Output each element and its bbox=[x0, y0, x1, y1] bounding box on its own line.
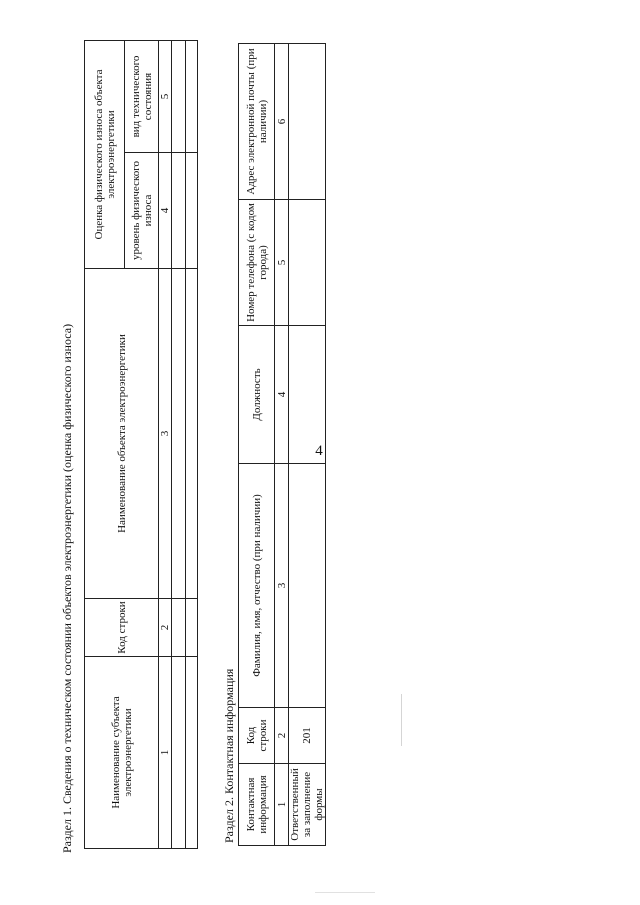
header-row-code: Код строки bbox=[239, 708, 275, 764]
column-numbers-row bbox=[275, 44, 289, 846]
column-number: 1 bbox=[275, 764, 289, 846]
column-number: 3 bbox=[159, 269, 172, 599]
header-contact-info: Контактная информация bbox=[239, 764, 275, 846]
column-number: 2 bbox=[159, 599, 172, 657]
column-number: 5 bbox=[159, 40, 172, 152]
column-number: 4 bbox=[159, 153, 172, 269]
column-number: 5 bbox=[275, 200, 289, 326]
header-object-name: Наименование объекта электроэнергетики bbox=[85, 269, 159, 599]
header-wear-level: уровень физического износа bbox=[125, 153, 159, 269]
page-number: 4 bbox=[315, 443, 323, 459]
row-label: Ответственный за заполнение формы bbox=[289, 764, 326, 846]
header-position: Должность bbox=[239, 326, 275, 464]
row-code: 201 bbox=[289, 708, 326, 764]
scan-artifact bbox=[315, 892, 375, 893]
table-header-row bbox=[239, 44, 275, 846]
table-row bbox=[186, 40, 198, 848]
section-2-table bbox=[238, 43, 326, 846]
column-number: 3 bbox=[275, 464, 289, 708]
column-number: 4 bbox=[275, 326, 289, 464]
column-number: 2 bbox=[275, 708, 289, 764]
header-wear-assessment: Оценка физического износа объекта электроэнергетики bbox=[85, 40, 125, 268]
header-tech-state: вид технического состояния bbox=[125, 40, 159, 152]
header-full-name: Фамилия, имя, отчество (при наличии) bbox=[239, 464, 275, 708]
column-number: 1 bbox=[159, 657, 172, 849]
table-row bbox=[289, 44, 326, 846]
section-2-title: Раздел 2. Контактная информация bbox=[222, 668, 236, 843]
section-1-table bbox=[84, 40, 198, 849]
header-subject-name: Наименование субъекта электроэнергетики bbox=[85, 657, 159, 849]
header-phone: Номер телефона (с кодом города) bbox=[239, 200, 275, 326]
column-numbers-row bbox=[159, 40, 172, 848]
table-row bbox=[172, 40, 186, 848]
section-1-title: Раздел 1. Сведения о техническом состоянии объектов электроэнергетики (оценка физического износа) bbox=[60, 323, 74, 853]
header-email: Адрес электронной почты (при наличии) bbox=[239, 44, 275, 200]
column-number: 6 bbox=[275, 44, 289, 200]
scan-artifact bbox=[401, 694, 402, 746]
table-header-row bbox=[85, 40, 125, 848]
header-row-code: Код строки bbox=[85, 599, 159, 657]
